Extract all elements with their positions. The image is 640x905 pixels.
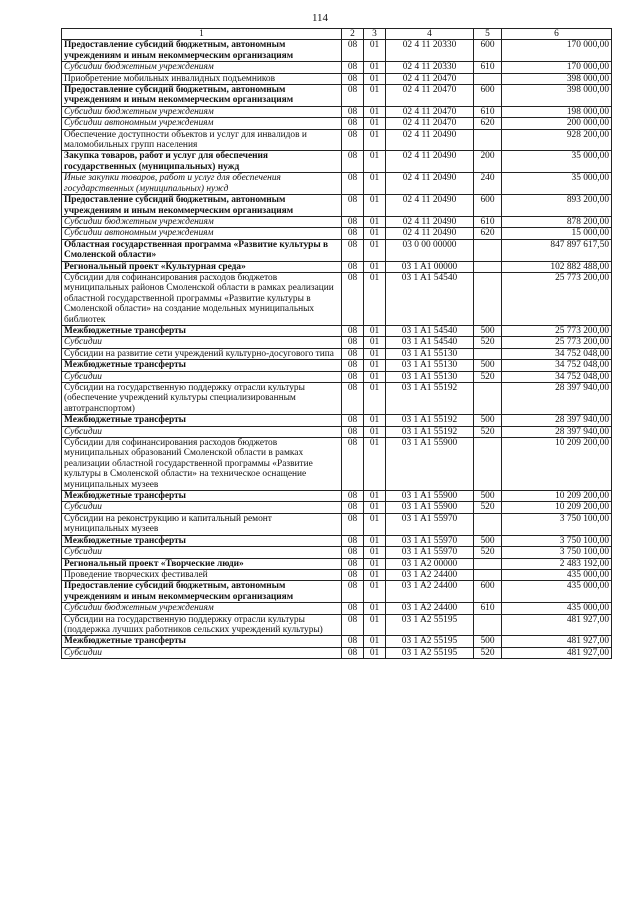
row-name-cell: Межбюджетные трансферты — [62, 360, 342, 371]
section-code-cell: 08 — [342, 348, 364, 359]
amount-cell: 170 000,00 — [502, 62, 612, 73]
target-article-cell: 03 1 A1 55192 — [386, 415, 474, 426]
table-row — [62, 383, 612, 415]
amount-cell: 878 200,00 — [502, 216, 612, 227]
section-code-cell: 08 — [342, 73, 364, 84]
table-row — [62, 426, 612, 437]
subsection-code-cell: 01 — [364, 569, 386, 580]
table-row — [62, 261, 612, 272]
table-row — [62, 118, 612, 129]
row-name-cell: Субсидии бюджетным учреждениям — [62, 62, 342, 73]
target-article-cell: 03 1 A2 24400 — [386, 569, 474, 580]
subsection-code-cell: 01 — [364, 513, 386, 535]
target-article-cell: 03 1 A2 55195 — [386, 636, 474, 647]
subsection-code-cell: 01 — [364, 535, 386, 546]
table-row — [62, 569, 612, 580]
subsection-code-cell: 01 — [364, 438, 386, 491]
subsection-code-cell: 01 — [364, 426, 386, 437]
expense-type-cell: 600 — [474, 195, 502, 217]
column-header: 5 — [474, 29, 502, 40]
row-name-cell: Субсидии на развитие сети учреждений культурно-досугового типа — [62, 348, 342, 359]
subsection-code-cell: 01 — [364, 40, 386, 62]
target-article-cell: 02 4 11 20470 — [386, 73, 474, 84]
section-code-cell: 08 — [342, 272, 364, 325]
target-article-cell: 02 4 11 20490 — [386, 216, 474, 227]
expense-type-cell: 500 — [474, 491, 502, 502]
amount-cell: 25 773 200,00 — [502, 272, 612, 325]
target-article-cell: 03 1 A1 55900 — [386, 491, 474, 502]
subsection-code-cell: 01 — [364, 195, 386, 217]
target-article-cell: 02 4 11 20490 — [386, 151, 474, 173]
subsection-code-cell: 01 — [364, 603, 386, 614]
section-code-cell: 08 — [342, 239, 364, 261]
expense-type-cell: 610 — [474, 216, 502, 227]
expense-type-cell: 520 — [474, 337, 502, 348]
target-article-cell: 03 1 A2 00000 — [386, 558, 474, 569]
row-name-cell: Иные закупки товаров, работ и услуг для обеспечения государственных (муниципальных) нужд — [62, 173, 342, 195]
expense-type-cell: 520 — [474, 502, 502, 513]
section-code-cell: 08 — [342, 151, 364, 173]
row-name-cell: Субсидии — [62, 426, 342, 437]
subsection-code-cell: 01 — [364, 129, 386, 151]
expense-type-cell: 520 — [474, 371, 502, 382]
table-row — [62, 195, 612, 217]
subsection-code-cell: 01 — [364, 73, 386, 84]
expense-type-cell — [474, 272, 502, 325]
subsection-code-cell: 01 — [364, 62, 386, 73]
amount-cell: 35 000,00 — [502, 151, 612, 173]
amount-cell: 102 882 488,00 — [502, 261, 612, 272]
section-code-cell: 08 — [342, 173, 364, 195]
expense-type-cell: 500 — [474, 360, 502, 371]
table-row — [62, 360, 612, 371]
amount-cell: 435 000,00 — [502, 581, 612, 603]
expense-type-cell: 520 — [474, 647, 502, 658]
row-name-cell: Субсидии на реконструкцию и капитальный ремонт муниципальных музеев — [62, 513, 342, 535]
section-code-cell: 08 — [342, 371, 364, 382]
amount-cell: 481 927,00 — [502, 614, 612, 636]
section-code-cell: 08 — [342, 415, 364, 426]
amount-cell: 25 773 200,00 — [502, 325, 612, 336]
table-row — [62, 647, 612, 658]
table-row — [62, 438, 612, 491]
target-article-cell: 02 4 11 20470 — [386, 118, 474, 129]
expense-type-cell: 600 — [474, 581, 502, 603]
section-code-cell: 08 — [342, 129, 364, 151]
row-name-cell: Субсидии на государственную поддержку отрасли культуры (поддержка лучших работников сельских учреждений культуры) — [62, 614, 342, 636]
target-article-cell: 03 0 00 00000 — [386, 239, 474, 261]
table-row — [62, 337, 612, 348]
table-row — [62, 106, 612, 117]
amount-cell: 28 397 940,00 — [502, 426, 612, 437]
section-code-cell: 08 — [342, 502, 364, 513]
expense-type-cell: 520 — [474, 547, 502, 558]
subsection-code-cell: 01 — [364, 228, 386, 239]
section-code-cell: 08 — [342, 383, 364, 415]
row-name-cell: Закупка товаров, работ и услуг для обеспечения государственных (муниципальных) нужд — [62, 151, 342, 173]
section-code-cell: 08 — [342, 513, 364, 535]
column-header: 3 — [364, 29, 386, 40]
amount-cell: 2 483 192,00 — [502, 558, 612, 569]
row-name-cell: Межбюджетные трансферты — [62, 491, 342, 502]
expense-type-cell: 600 — [474, 85, 502, 107]
amount-cell: 28 397 940,00 — [502, 415, 612, 426]
expense-type-cell — [474, 438, 502, 491]
table-row — [62, 535, 612, 546]
expense-type-cell: 620 — [474, 118, 502, 129]
expense-type-cell — [474, 73, 502, 84]
section-code-cell: 08 — [342, 40, 364, 62]
table-row — [62, 151, 612, 173]
table-row — [62, 85, 612, 107]
section-code-cell: 08 — [342, 491, 364, 502]
table-row — [62, 239, 612, 261]
table-row — [62, 558, 612, 569]
subsection-code-cell: 01 — [364, 491, 386, 502]
amount-cell: 481 927,00 — [502, 647, 612, 658]
target-article-cell: 03 1 A2 24400 — [386, 603, 474, 614]
subsection-code-cell: 01 — [364, 348, 386, 359]
amount-cell: 3 750 100,00 — [502, 547, 612, 558]
row-name-cell: Предоставление субсидий бюджетным, автономным учреждениям и иным некоммерческим организациям — [62, 581, 342, 603]
subsection-code-cell: 01 — [364, 151, 386, 173]
row-name-cell: Предоставление субсидий бюджетным, автономным учреждениям и иным некоммерческим организациям — [62, 195, 342, 217]
table-row — [62, 636, 612, 647]
target-article-cell: 03 1 A1 54540 — [386, 337, 474, 348]
expense-type-cell: 620 — [474, 228, 502, 239]
table-row — [62, 513, 612, 535]
section-code-cell: 08 — [342, 603, 364, 614]
amount-cell: 198 000,00 — [502, 106, 612, 117]
amount-cell: 10 209 200,00 — [502, 491, 612, 502]
row-name-cell: Субсидии бюджетным учреждениям — [62, 216, 342, 227]
target-article-cell: 02 4 11 20490 — [386, 173, 474, 195]
amount-cell: 928 200,00 — [502, 129, 612, 151]
table-row — [62, 40, 612, 62]
section-code-cell: 08 — [342, 337, 364, 348]
expense-type-cell: 500 — [474, 535, 502, 546]
section-code-cell: 08 — [342, 106, 364, 117]
page-number: 114 — [311, 12, 329, 24]
table-row — [62, 614, 612, 636]
expense-type-cell: 500 — [474, 415, 502, 426]
section-code-cell: 08 — [342, 535, 364, 546]
expense-type-cell — [474, 348, 502, 359]
subsection-code-cell: 01 — [364, 581, 386, 603]
target-article-cell: 03 1 A1 55192 — [386, 426, 474, 437]
target-article-cell: 03 1 A1 55970 — [386, 547, 474, 558]
expense-type-cell: 240 — [474, 173, 502, 195]
target-article-cell: 03 1 A1 55970 — [386, 513, 474, 535]
column-header: 2 — [342, 29, 364, 40]
expense-type-cell: 610 — [474, 62, 502, 73]
section-code-cell: 08 — [342, 581, 364, 603]
subsection-code-cell: 01 — [364, 371, 386, 382]
subsection-code-cell: 01 — [364, 337, 386, 348]
column-header: 6 — [502, 29, 612, 40]
row-name-cell: Субсидии — [62, 371, 342, 382]
subsection-code-cell: 01 — [364, 173, 386, 195]
section-code-cell: 08 — [342, 558, 364, 569]
table-row — [62, 129, 612, 151]
table-row — [62, 415, 612, 426]
table-row — [62, 62, 612, 73]
table-row — [62, 228, 612, 239]
expense-type-cell — [474, 558, 502, 569]
row-name-cell: Субсидии бюджетным учреждениям — [62, 603, 342, 614]
target-article-cell: 02 4 11 20330 — [386, 40, 474, 62]
table-row — [62, 603, 612, 614]
section-code-cell: 08 — [342, 216, 364, 227]
amount-cell: 435 000,00 — [502, 603, 612, 614]
table-row — [62, 547, 612, 558]
table-row — [62, 73, 612, 84]
expense-type-cell: 610 — [474, 106, 502, 117]
subsection-code-cell: 01 — [364, 547, 386, 558]
target-article-cell: 03 1 A2 55195 — [386, 647, 474, 658]
row-name-cell: Областная государственная программа «Развитие культуры в Смоленской области» — [62, 239, 342, 261]
section-code-cell: 08 — [342, 614, 364, 636]
expense-type-cell — [474, 129, 502, 151]
section-code-cell: 08 — [342, 261, 364, 272]
subsection-code-cell: 01 — [364, 239, 386, 261]
row-name-cell: Проведение творческих фестивалей — [62, 569, 342, 580]
amount-cell: 34 752 048,00 — [502, 348, 612, 359]
table-row — [62, 348, 612, 359]
expense-type-cell: 600 — [474, 40, 502, 62]
subsection-code-cell: 01 — [364, 558, 386, 569]
expense-type-cell — [474, 239, 502, 261]
row-name-cell: Субсидии на государственную поддержку отрасли культуры (обеспечение учреждений культуры специализированным автотранспортом) — [62, 383, 342, 415]
amount-cell: 28 397 940,00 — [502, 383, 612, 415]
row-name-cell: Межбюджетные трансферты — [62, 325, 342, 336]
subsection-code-cell: 01 — [364, 106, 386, 117]
subsection-code-cell: 01 — [364, 325, 386, 336]
subsection-code-cell: 01 — [364, 502, 386, 513]
budget-table — [61, 28, 612, 659]
table-row — [62, 325, 612, 336]
expense-type-cell — [474, 261, 502, 272]
expense-type-cell — [474, 513, 502, 535]
amount-cell: 3 750 100,00 — [502, 535, 612, 546]
subsection-code-cell: 01 — [364, 647, 386, 658]
amount-cell: 200 000,00 — [502, 118, 612, 129]
amount-cell: 847 897 617,50 — [502, 239, 612, 261]
row-name-cell: Обеспечение доступности объектов и услуг для инвалидов и маломобильных групп населения — [62, 129, 342, 151]
target-article-cell: 02 4 11 20490 — [386, 195, 474, 217]
target-article-cell: 03 1 A1 55192 — [386, 383, 474, 415]
row-name-cell: Субсидии автономным учреждениям — [62, 228, 342, 239]
subsection-code-cell: 01 — [364, 360, 386, 371]
target-article-cell: 03 1 A1 55130 — [386, 371, 474, 382]
row-name-cell: Субсидии — [62, 647, 342, 658]
amount-cell: 34 752 048,00 — [502, 360, 612, 371]
table-row — [62, 216, 612, 227]
target-article-cell: 03 1 A1 55130 — [386, 360, 474, 371]
table-row — [62, 491, 612, 502]
row-name-cell: Субсидии — [62, 502, 342, 513]
section-code-cell: 08 — [342, 426, 364, 437]
target-article-cell: 02 4 11 20490 — [386, 228, 474, 239]
expense-type-cell: 520 — [474, 426, 502, 437]
expense-type-cell — [474, 614, 502, 636]
section-code-cell: 08 — [342, 647, 364, 658]
target-article-cell: 02 4 11 20490 — [386, 129, 474, 151]
row-name-cell: Приобретение мобильных инвалидных подъемников — [62, 73, 342, 84]
amount-cell: 10 209 200,00 — [502, 438, 612, 491]
subsection-code-cell: 01 — [364, 415, 386, 426]
target-article-cell: 03 1 A2 24400 — [386, 581, 474, 603]
target-article-cell: 03 1 A2 55195 — [386, 614, 474, 636]
row-name-cell: Предоставление субсидий бюджетным, автономным учреждениям и иным некоммерческим организациям — [62, 40, 342, 62]
target-article-cell: 03 1 A1 55970 — [386, 535, 474, 546]
amount-cell: 893 200,00 — [502, 195, 612, 217]
expense-type-cell — [474, 383, 502, 415]
section-code-cell: 08 — [342, 547, 364, 558]
table-row — [62, 371, 612, 382]
section-code-cell: 08 — [342, 569, 364, 580]
table-row — [62, 272, 612, 325]
table-row — [62, 581, 612, 603]
row-name-cell: Межбюджетные трансферты — [62, 415, 342, 426]
expense-type-cell: 200 — [474, 151, 502, 173]
section-code-cell: 08 — [342, 118, 364, 129]
section-code-cell: 08 — [342, 325, 364, 336]
target-article-cell: 02 4 11 20330 — [386, 62, 474, 73]
amount-cell: 35 000,00 — [502, 173, 612, 195]
amount-cell: 398 000,00 — [502, 73, 612, 84]
target-article-cell: 03 1 A1 00000 — [386, 261, 474, 272]
column-header: 4 — [386, 29, 474, 40]
section-code-cell: 08 — [342, 62, 364, 73]
target-article-cell: 03 1 A1 54540 — [386, 272, 474, 325]
target-article-cell: 02 4 11 20470 — [386, 106, 474, 117]
row-name-cell: Субсидии бюджетным учреждениям — [62, 106, 342, 117]
column-header: 1 — [62, 29, 342, 40]
row-name-cell: Межбюджетные трансферты — [62, 636, 342, 647]
row-name-cell: Региональный проект «Творческие люди» — [62, 558, 342, 569]
target-article-cell: 03 1 A1 54540 — [386, 325, 474, 336]
amount-cell: 10 209 200,00 — [502, 502, 612, 513]
table-header-row — [62, 29, 612, 40]
amount-cell: 3 750 100,00 — [502, 513, 612, 535]
amount-cell: 25 773 200,00 — [502, 337, 612, 348]
row-name-cell: Субсидии автономным учреждениям — [62, 118, 342, 129]
section-code-cell: 08 — [342, 438, 364, 491]
subsection-code-cell: 01 — [364, 118, 386, 129]
table-row — [62, 502, 612, 513]
row-name-cell: Субсидии — [62, 547, 342, 558]
section-code-cell: 08 — [342, 85, 364, 107]
amount-cell: 435 000,00 — [502, 569, 612, 580]
expense-type-cell: 610 — [474, 603, 502, 614]
subsection-code-cell: 01 — [364, 85, 386, 107]
target-article-cell: 03 1 A1 55130 — [386, 348, 474, 359]
target-article-cell: 03 1 A1 55900 — [386, 438, 474, 491]
subsection-code-cell: 01 — [364, 272, 386, 325]
section-code-cell: 08 — [342, 195, 364, 217]
subsection-code-cell: 01 — [364, 614, 386, 636]
amount-cell: 34 752 048,00 — [502, 371, 612, 382]
target-article-cell: 03 1 A1 55900 — [386, 502, 474, 513]
row-name-cell: Региональный проект «Культурная среда» — [62, 261, 342, 272]
subsection-code-cell: 01 — [364, 636, 386, 647]
amount-cell: 15 000,00 — [502, 228, 612, 239]
section-code-cell: 08 — [342, 360, 364, 371]
section-code-cell: 08 — [342, 636, 364, 647]
expense-type-cell: 500 — [474, 636, 502, 647]
row-name-cell: Субсидии — [62, 337, 342, 348]
table-row — [62, 173, 612, 195]
section-code-cell: 08 — [342, 228, 364, 239]
subsection-code-cell: 01 — [364, 383, 386, 415]
expense-type-cell — [474, 569, 502, 580]
row-name-cell: Субсидии для софинансирования расходов бюджетов муниципальных районов Смоленской области в рамках реализации областной государственной программы «Развитие культуры в Смоленской области» на создание модельных муниципальных библиотек — [62, 272, 342, 325]
target-article-cell: 02 4 11 20470 — [386, 85, 474, 107]
expense-type-cell: 500 — [474, 325, 502, 336]
subsection-code-cell: 01 — [364, 216, 386, 227]
row-name-cell: Межбюджетные трансферты — [62, 535, 342, 546]
row-name-cell: Субсидии для софинансирования расходов бюджетов муниципальных образований Смоленской области в рамках реализации областной государственной программы «Развитие культуры в Смоленской области» на техническое оснащение муниципальных музеев — [62, 438, 342, 491]
subsection-code-cell: 01 — [364, 261, 386, 272]
row-name-cell: Предоставление субсидий бюджетным, автономным учреждениям и иным некоммерческим организациям — [62, 85, 342, 107]
amount-cell: 398 000,00 — [502, 85, 612, 107]
amount-cell: 170 000,00 — [502, 40, 612, 62]
amount-cell: 481 927,00 — [502, 636, 612, 647]
